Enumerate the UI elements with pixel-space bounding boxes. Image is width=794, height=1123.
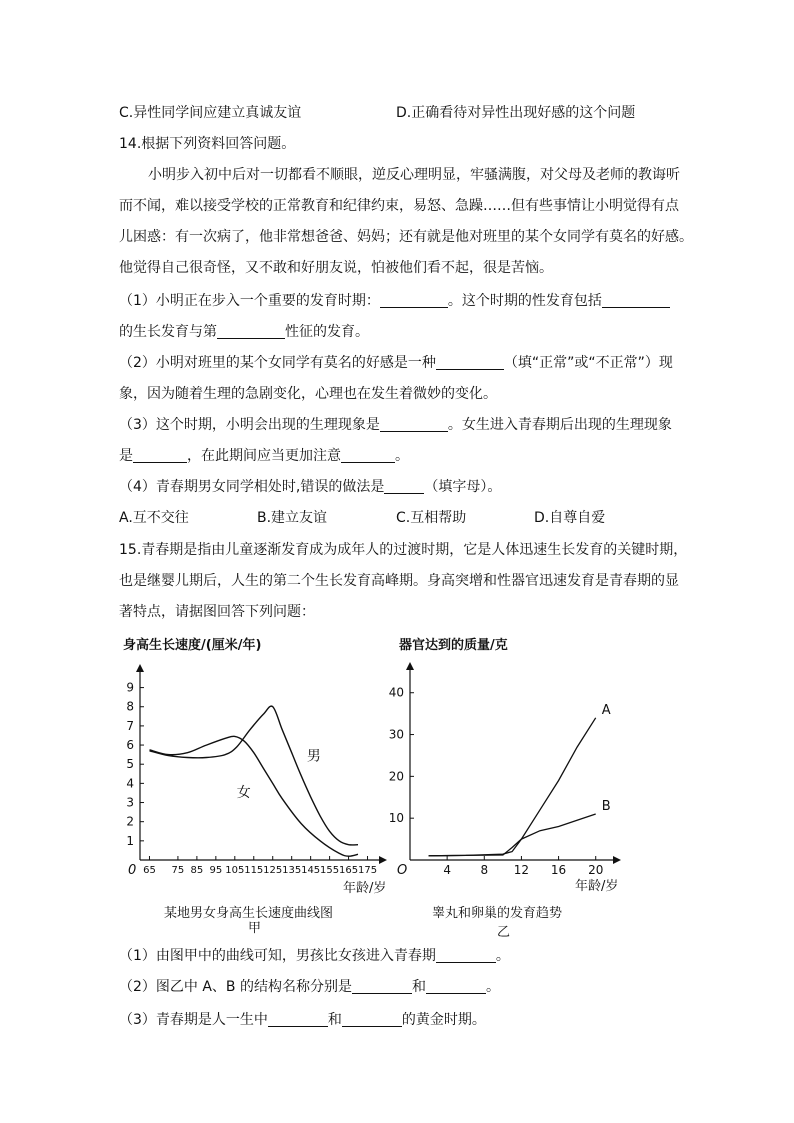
answer-blank[interactable] [341,448,395,463]
y-tick-label: 20 [388,769,404,784]
y-tick-label: 7 [126,718,134,733]
q14-sub1-line1: （1）小明正在步入一个重要的发育时期： 。这个时期的性发育包括 [119,291,670,311]
q14-option-b: B.建立友谊 [257,510,328,526]
answer-blank[interactable] [217,324,285,339]
answer-blank[interactable] [436,948,496,963]
x-tick-label: 16 [550,863,567,877]
x-tick-label: 115 [244,865,264,876]
y-tick-label: 5 [126,757,134,772]
chart-a-title: 某地男女身高生长速度曲线图 [164,906,334,921]
series-line-female [150,736,359,856]
q14-sub3-line1: （3）这个时期，小明会出现的生理现象是 。女生进入青春期后出现的生理现象 [119,417,672,433]
chart-a-label: 甲 [248,921,262,936]
y-axis-arrow [406,662,414,670]
y-tick-label: 2 [126,814,134,829]
x-tick-label: 85 [190,865,204,876]
x-tick-label: 95 [209,865,223,876]
q15-sub1: （1）由图甲中的曲线可知，男孩比女孩进入青春期 。 [119,948,510,964]
y-tick-label: 4 [126,776,134,791]
q15-sub2: （2）图乙中 A、B 的结构名称分别是 和 。 [119,979,500,995]
answer-blank[interactable] [342,1012,402,1027]
q15-stem-line-1: 15.青春期是指由儿童逐渐发育成为成年人的过渡时期，它是人体迅速生长发育的关键时期， [119,542,688,558]
x-tick-label: 155 [320,865,340,876]
chart-b-label: 乙 [497,925,511,940]
q14-sub1-line2: 的生长发育与第 性征的发育。 [119,324,369,340]
series-line-A [429,718,596,856]
series-label: 女 [236,784,251,801]
q15-stem-line-2: 也是继婴儿期后，人生的第二个生长发育高峰期。身高突增和性器官迅速发育是青春期的显 [119,573,679,589]
q14-material-line-1: 小明步入初中后对一切都看不顺眼，逆反心理明显，牢骚满腹，对父母及老师的教诲听 [148,167,680,183]
x-tick-label: 135 [282,865,302,876]
answer-blank[interactable] [602,293,670,308]
x-tick-label: 65 [143,865,156,876]
y-tick-label: 9 [126,680,134,695]
answer-blank[interactable] [380,293,448,308]
origin-label: 0 [128,863,137,878]
x-axis-arrow [613,856,621,864]
series-label-B: B [601,799,611,814]
series-label: 男 [306,748,321,765]
q14-option-d: D.自尊自爱 [534,510,606,526]
q14-sub3-line2: 是 ，在此期间应当更加注意 。 [119,448,409,464]
q14-option-a: A.互不交往 [119,510,189,526]
y-tick-label: 8 [126,699,134,714]
answer-blank[interactable] [380,417,448,432]
answer-blank[interactable] [268,1012,328,1027]
q14-material-line-3: 儿困惑：有一次病了，他非常想爸爸、妈妈；还有就是他对班里的某个女同学有莫名的好感。 [119,229,693,245]
q14-material-line-2: 而不闻，难以接受学校的正常教育和纪律约束，易怒、急躁……但有些事情让小明觉得有点 [119,198,679,214]
y-axis-label: 器官达到的质量/克 [399,638,508,653]
y-tick-label: 1 [126,833,134,848]
y-tick-label: 3 [126,795,134,810]
answer-blank[interactable] [384,479,424,494]
q14-stem: 14.根据下列资料回答问题。 [119,136,296,152]
x-tick-label: 8 [480,863,489,877]
chart-b-title: 睾丸和卵巢的发育趋势 [432,906,563,921]
y-axis-arrow [136,664,144,672]
x-tick-label: 20 [588,863,604,877]
x-tick-label: 175 [357,865,378,876]
x-tick-label: 12 [513,863,530,877]
q14-sub2-line2: 象，因为随着生理的急剧变化，心理也在发生着微妙的变化。 [119,386,497,402]
y-tick-label: 30 [388,727,404,742]
answer-blank[interactable] [352,979,412,994]
y-axis-label: 身高生长速度/(厘米/年) [123,638,262,653]
q14-sub2-line1: （2）小明对班里的某个女同学有莫名的好感是一种 （填“正常”或“不正常”）现 [119,355,673,371]
q14-sub4: （4）青春期男女同学相处时,错误的做法是 （填字母）。 [119,479,502,495]
series-label-A: A [601,702,611,718]
x-tick-label: 75 [171,865,185,876]
q14-material-line-4: 他觉得自己很奇怪，又不敢和好朋友说，怕被他们看不起，很是苦恼。 [119,260,553,276]
x-axis-label: 年龄/岁 [575,879,619,894]
answer-blank[interactable] [426,979,486,994]
origin-label: O [397,863,408,878]
series-line-male [150,706,359,845]
q15-sub3: （3）青春期是人一生中 和 的黄金时期。 [119,1012,486,1028]
x-tick-label: 125 [263,865,283,876]
chart-gonad-development [385,628,645,898]
y-tick-label: 6 [126,738,134,753]
answer-blank[interactable] [436,355,504,370]
series-line-B [429,814,596,856]
q13-option-c: C.异性同学间应建立真诚友谊 [119,105,302,121]
x-tick-label: 145 [301,865,321,876]
x-tick-label: 105 [225,865,245,876]
x-axis-label: 年龄/岁 [343,881,387,896]
x-tick-label: 4 [443,863,451,877]
answer-blank[interactable] [133,448,187,463]
q15-stem-line-3: 著特点，请据图回答下列问题： [119,604,315,620]
chart-height-growth [115,628,390,898]
q13-option-d: D.正确看待对异性出现好感的这个问题 [396,105,636,121]
y-tick-label: 10 [388,811,404,826]
x-tick-label: 165 [339,865,359,876]
q14-option-c: C.互相帮助 [396,510,467,526]
y-tick-label: 40 [388,685,404,700]
